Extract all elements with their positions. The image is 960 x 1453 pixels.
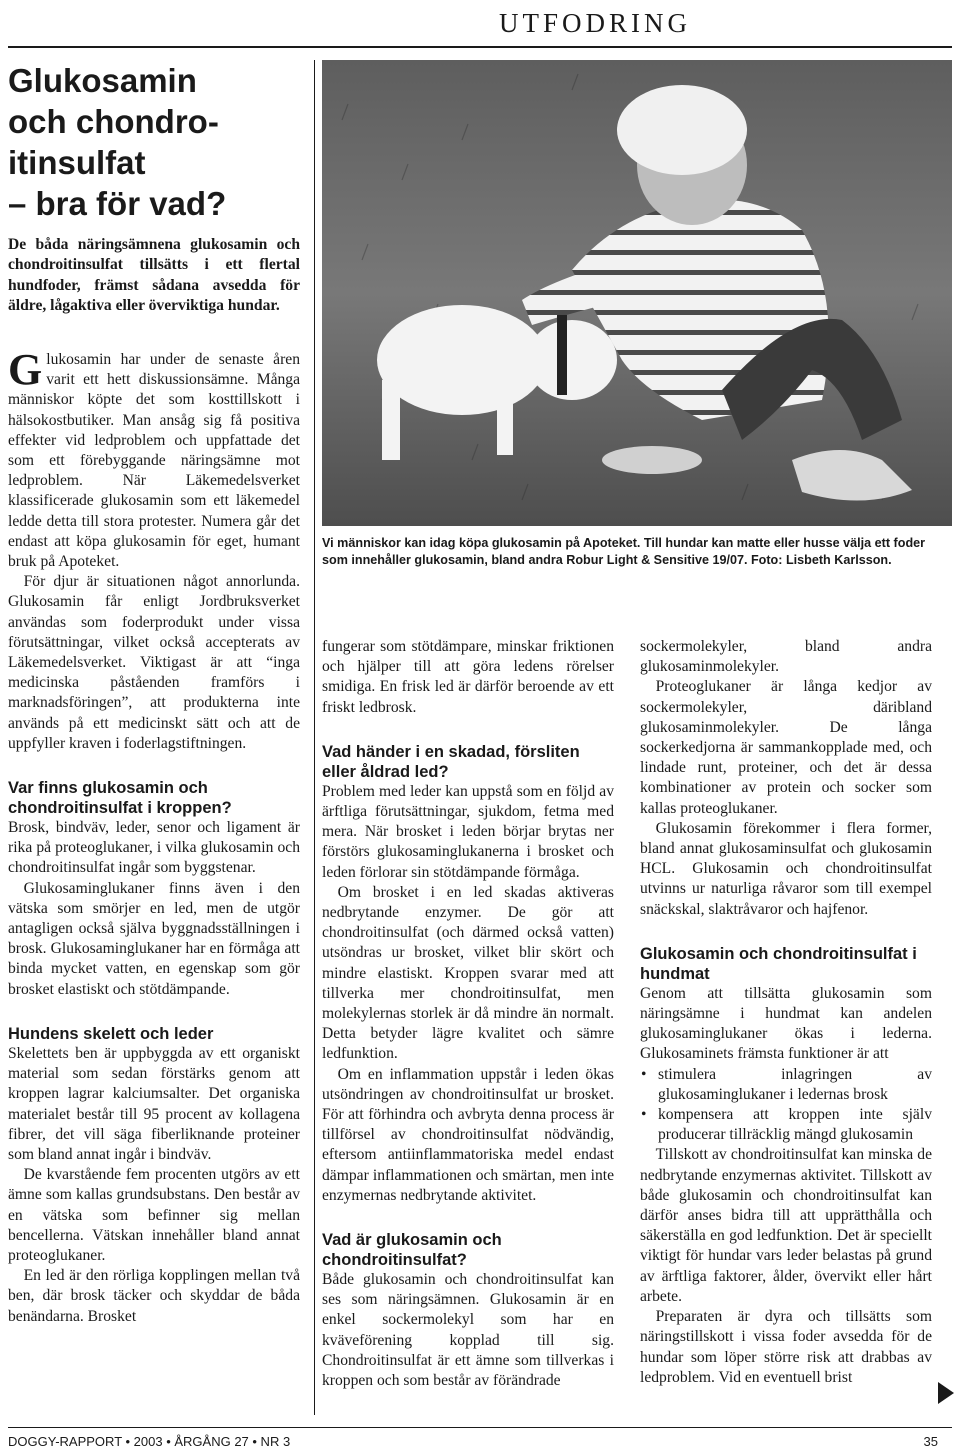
function-list [640,1065,932,1146]
paragraph: Brosk, bindväv, leder, senor och ligament är rika på proteoglukaner, i vilka glukosamin och chondroitinsulfat ingår som byggstenar. [8,819,300,877]
column-divider [314,60,315,1415]
subheading-hundmat: Glukosamin och chondroitinsulfat i hundmat [640,944,917,983]
subheading-skadad-led: Vad händer i en skadad, försliten eller åldrad led? [322,742,580,781]
paragraph: De kvarstående fem procenten utgörs av ett ämne som kallas grundsubstans. Den består av en vätska som befinner sig mellan bencellerna. Vätskan innehåller bland annat proteoglukaner. [8,1166,300,1264]
page-number: 35 [923,1434,938,1449]
paragraph: Om brosket i en led skadas aktiveras nedbrytande enzymer. De gör att chondroitinsulfat (och därmed också vatten) utsöndras ur brosket, vilket blir skört och mindre elastiskt. Kroppen svarar med att tillverka mer chondroitinsulfat, men molekylernas storlek är då mindre än normalt. Detta betyder lägre kvalitet och sämre ledfunktion. [322,883,614,1063]
column-3 [640,637,932,1388]
subheading-var-finns: Var finns glukosamin och chondroitinsulfat i kroppen? [8,779,232,818]
subheading-skelett: Hundens skelett och leder [8,1024,214,1043]
photo-illustration [322,60,952,526]
article-title: Glukosamin och chondro- itinsulfat – bra för vad? [8,62,227,222]
paragraph: Proteoglukaner är långa kedjor av sockermolekyler, däribland glukosaminmolekyler. De långa sockerkedjorna är sammankopplade med, och lindade runt, proteiner, och det är dessa kombinationer av protein och socker som kallas proteoglukaner. [640,678,932,817]
paragraph-intro: Glukosamin har under de senaste åren varit ett hett diskussionsämne. Många människor köpte det som kosttillskott i hälsokostbutiker. Man ansåg sig få positiva effekter vid ledproblem och uppfattade det som ett förebyggande näringsämne mot ledproblem. När Läkemedelsverket klassificerade glukosamin som ett läkemedel ledde detta till stora protester. Numera går det endast att köpa glukosamin för eget, humant bruk på Apoteket. [8,345,300,571]
paragraph: Preparaten är dyra och tillsätts som näringstillskott i vissa foder avsedda för de hundar som löper större risk att drabbas av ledproblem. Vid en eventuell brist [640,1308,932,1386]
column-1 [8,345,300,1327]
paragraph: fungerar som stötdämpare, minskar friktionen och hjälper till att göra ledens rörelser smidiga. En frisk led är därför beroende av ett friskt ledbrosk. [322,638,614,716]
bottom-rule [8,1427,952,1428]
continue-arrow-icon [938,1382,954,1404]
article-lead: De båda näringsämnena glukosamin och chondroitinsulfat tillsätts i ett flertal hundfoder, främst sådana avsedda för äldre, lågaktiva eller överviktiga hundar. [8,236,300,314]
paragraph: Problem med leder kan uppstå som en följd av ärftliga förutsättningar, sjukdom, fetma med mera. När brosket i leden börjar brytas ner förstörs glukosaminglukanerna i brosket och leden förlorar sin stötdämpande förmåga. [322,782,614,881]
paragraph: Glukosaminglukaner finns även i den vätska som smörjer en led, men de utgör antagligen också själva byggnadsställningen i brosk. Glukosaminglukaner har en förmåga att binda mycket vatten, en egenskap som gör brosket elastiskt och stötdämpande. [8,879,300,998]
footer-publication: DOGGY-RAPPORT • 2003 • ÅRGÅNG 27 • NR 3 [8,1434,291,1449]
column-2 [322,637,614,1391]
list-item: • kompensera att kroppen inte själv producerar tillräcklig mängd glukosamin [640,1105,932,1145]
paragraph: En led är den rörliga kopplingen mellan två ben, där brosk täcker och skyddar de båda benändarna. Brosket [8,1267,300,1325]
paragraph: Genom att tillsätta glukosamin som näringsämne i hundmat kan andelen glukosaminglukaner ökas i lederna. Glukosaminets främsta funktioner är att [640,984,932,1063]
section-heading: UTFODRING [498,8,691,38]
paragraph: Om en inflammation uppstår i leden ökas utsöndringen av chondroitinsulfat ur brosket. För att förhindra och avbryta denna process är tillförsel av chondroitinsulfat nödvändig, eftersom antiinflammatoriska medel endast dämpar inflammationen och smärtan, men inte enzymernas nedbrytande aktivitet. [322,1065,614,1204]
paragraph: Tillskott av chondroitinsulfat kan minska de nedbrytande enzymernas aktivitet. Tillskott av både glukosamin och chondroitinsulfat kan därför anses bidra till att upprätthålla och säkerställa en god ledfunktion. Det är speciellt viktigt för hundar vars leder belastas på grund av ärftliga faktorer, ålder, övervikt eller hårt arbete. [640,1146,932,1305]
paragraph: sockermolekyler, bland andra glukosaminmolekyler. [640,638,932,676]
top-rule [8,46,952,48]
photo-woman-with-dog [322,60,952,526]
paragraph: Både glukosamin och chondroitinsulfat kan ses som näringsämnen. Glukosamin är en enkel sockermolekyl som har en kväveförening kopplad till sig. Chondroitinsulfat är ett ämne som tillverkas i kroppen och som består av förändrade [322,1271,614,1390]
paragraph: För djur är situationen något annorlunda. Glukosamin får enligt Jordbruksverket användas som foderprodukt under vissa förutsättningar, vilket också accepterats av Läkemedelsverket. Viktigast är att “inga medicinska påståenden framförs i marknadsföringen”, att produkterna inte används på ett medicinskt sätt och att de uppfyller kraven i foderlagstiftningen. [8,573,300,752]
paragraph: Glukosamin förekommer i flera former, bland annat glukosaminsulfat och glukosamin HCL. Glukosamin och chondroitinsulfat utvinns ur naturliga råvaror som till exempel snäckskal, slaktråvaror och hajfenor. [640,819,932,918]
photo-caption: Vi människor kan idag köpa glukosamin på Apoteket. Till hundar kan matte eller husse välja ett foder som innehåller glukosamin, bland andra Robur Light & Sensitive 19/07. Foto: Lisbeth Karlsson. [322,536,926,567]
list-item: • stimulera inlagringen av glukosaminglukaner i ledernas brosk [640,1065,932,1105]
subheading-vad-ar: Vad är glukosamin och chondroitinsulfat? [322,1231,502,1270]
drop-cap: G [8,345,43,394]
paragraph: Skelettets ben är uppbyggda av ett organiskt material som sedan förstärks genom att kroppen lagrar kalciumsalter. Det organiska materialet består till 95 procent av kollagena fibrer, det vill säga fiberliknande proteiner som bland annat ingår i bindväv. [8,1044,300,1163]
